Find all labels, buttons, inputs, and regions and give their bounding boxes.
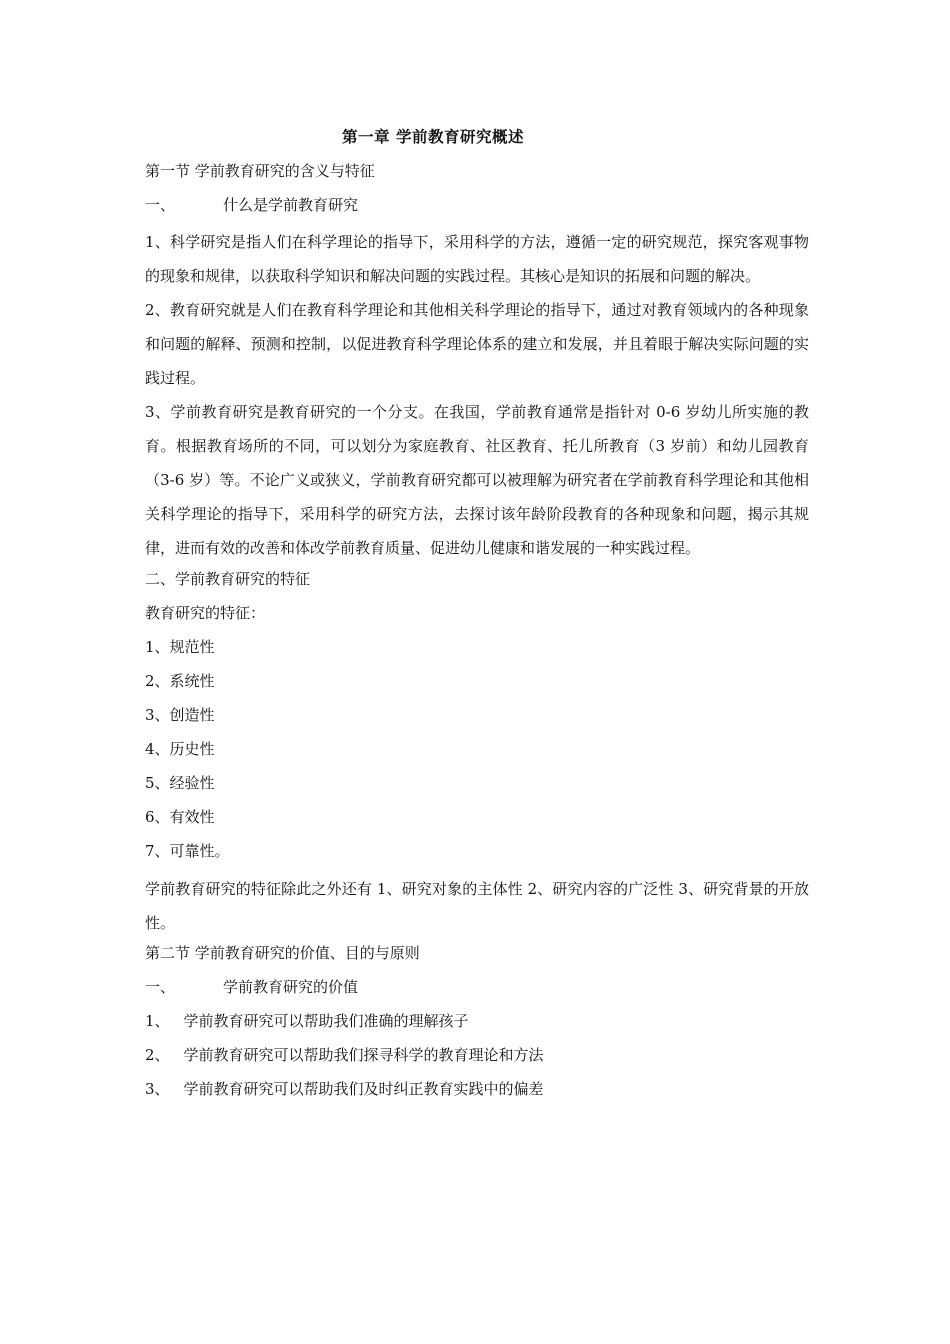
list-item: 5、经验性 (145, 774, 215, 792)
part-number: 一、 (145, 978, 176, 996)
part-heading-1-2: 二、学前教育研究的特征 (145, 570, 311, 588)
document-body (145, 160, 809, 1112)
part-heading-2-1 (145, 976, 809, 1010)
list-item-text: 学前教育研究可以帮助我们准确的理解孩子 (183, 1012, 469, 1030)
part-title: 什么是学前教育研究 (223, 196, 359, 214)
part-heading-1-1 (145, 194, 809, 228)
list-item: 3、创造性 (145, 706, 215, 724)
section-heading-2: 第二节 学前教育研究的价值、目的与原则 (145, 944, 420, 962)
list-item: 2、系统性 (145, 672, 215, 690)
list-item-text: 学前教育研究可以帮助我们及时纠正教育实践中的偏差 (183, 1080, 544, 1098)
features-intro: 教育研究的特征： (145, 604, 266, 622)
paragraph-scientific-research: 1、科学研究是指人们在科学理论的指导下，采用科学的方法，遵循一定的研究规范，探究客观事物的现象和规律，以获取科学知识和解决问题的实践过程。其核心是知识的拓展和问题的解决。 (145, 233, 809, 285)
list-item-number: 1、 (145, 1012, 170, 1030)
list-item-text: 学前教育研究可以帮助我们探寻科学的教育理论和方法 (183, 1046, 544, 1064)
section-heading-1: 第一节 学前教育研究的含义与特征 (145, 162, 375, 180)
list-item: 4、历史性 (145, 740, 215, 758)
list-item (145, 1044, 809, 1078)
list-item: 7、可靠性。 (145, 842, 230, 860)
list-item (145, 1078, 809, 1112)
list-item: 6、有效性 (145, 808, 215, 826)
list-item: 1、规范性 (145, 638, 215, 656)
paragraph-preschool-research: 3、学前教育研究是教育研究的一个分支。在我国，学前教育通常是指针对 0-6 岁幼儿所实施的教育。根据教育场所的不同，可以划分为家庭教育、社区教育、托儿所教育（3 岁前）和幼儿园教育（3-6 岁）等。不论广义或狭义，学前教育研究都可以被理解为研究者在学前教育科学理论和其他相关科学理论的指导下，采用科学的研究方法，去探讨该年龄阶段教育的各种现象和问题，揭示其规律，进而有效的改善和体改学前教育质量、促进幼儿健康和谐发展的一种实践过程。 (145, 403, 809, 557)
list-item-number: 3、 (145, 1080, 170, 1098)
paragraph-additional-features: 学前教育研究的特征除此之外还有 1、研究对象的主体性 2、研究内容的广泛性 3、研究背景的开放性。 (145, 880, 809, 932)
paragraph-educational-research: 2、教育研究就是人们在教育科学理论和其他相关科学理论的指导下，通过对教育领域内的各种现象和问题的解释、预测和控制，以促进教育科学理论体系的建立和发展，并且着眼于解决实际问题的实践过程。 (145, 301, 809, 387)
list-item (145, 1010, 809, 1044)
part-title: 学前教育研究的价值 (223, 978, 359, 996)
chapter-title: 第一章 学前教育研究概述 (342, 127, 524, 146)
list-item-number: 2、 (145, 1046, 170, 1064)
part-number: 一、 (145, 196, 176, 214)
